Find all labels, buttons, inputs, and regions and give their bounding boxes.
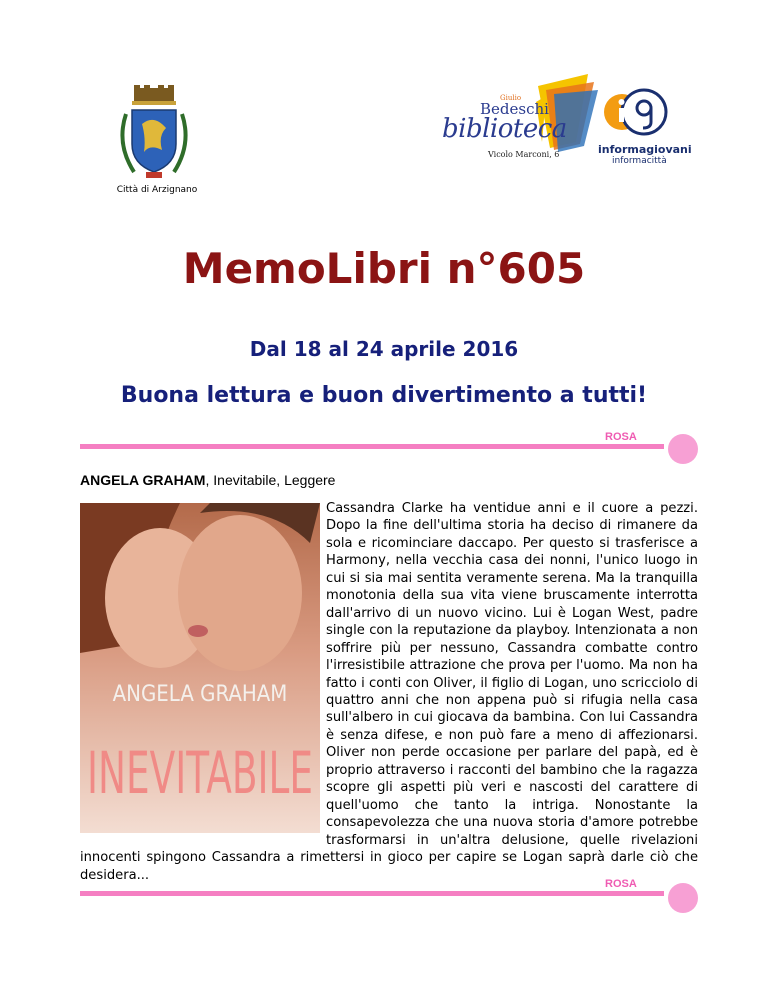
page-title: MemoLibri n°605 bbox=[182, 244, 586, 293]
pink-divider-dot bbox=[668, 434, 698, 464]
biblioteca-name-top: Bedeschi bbox=[480, 100, 549, 118]
biblioteca-name-main: biblioteca bbox=[442, 114, 567, 144]
informagiovani-logo bbox=[596, 86, 676, 138]
book-description: Cassandra Clarke ha ventidue anni e il cuore a pezzi. Dopo la fine dell'ultima storia ha deciso di rimanere da sola e ricominciare daccapo. Per questo si trasferisce a Harmony, nella vecchia casa dei nonni, l'unico luogo in cui si sia mai sentita veramente serena. Ma la tranquilla monotonia della sua vita viene bruscamente interrotta dall'arrivo di un nuovo vicino. Lui è Logan West, padre single con la reputazione da playboy. Intenzionata a non soffrire più per nessuno, Cassandra combatte contro l'irresistibile attrazione che prova per l'uomo. Ma non ha fatto i conti con Oliver, il figlio di Logan, uno scricciolo di quattro anni che non appena può si rifugia nella casa sull'albero in cui giocava da bambina. Con lui Cassandra è senza difese, e non può fare a meno di affezionarsi. Oliver non perde occasione per parlare del papà, ed è proprio attraverso i racconti del bambino che la ragazza scopre gli aspetti più veri e nascosti del carattere di quell'uomo che tanto la intriga. Nonostante la consapevolezza che una nuova storia d'amore potrebbe trasformarsi in un'altra delusione, quelle rivelazioni innocenti spingono Cassandra a rimettersi in gioco per capire se Logan saprà darle ciò che desidera... bbox=[80, 501, 698, 883]
book-details: , Inevitabile, Leggere bbox=[205, 472, 336, 488]
city-coat-of-arms-logo bbox=[112, 84, 196, 184]
informagiovani-label: informagiovani bbox=[598, 143, 692, 156]
genre-label: ROSA bbox=[605, 431, 637, 443]
book-heading bbox=[80, 472, 335, 488]
city-label: Città di Arzignano bbox=[116, 185, 198, 195]
pink-divider-bar-bottom bbox=[80, 891, 664, 896]
pink-divider-dot-bottom bbox=[668, 883, 698, 913]
cover-title-text: INEVITABILE bbox=[87, 739, 313, 807]
pink-divider-bar bbox=[80, 444, 664, 449]
biblioteca-address: Vicolo Marconi, 6 bbox=[488, 150, 560, 159]
book-author: ANGELA GRAHAM bbox=[80, 472, 206, 488]
book-description-block bbox=[80, 500, 698, 884]
genre-label-bottom: ROSA bbox=[605, 878, 637, 890]
date-range: Dal 18 al 24 aprile 2016 bbox=[249, 337, 519, 361]
greeting-line: Buona lettura e buon divertimento a tutti! bbox=[120, 383, 648, 408]
biblioteca-giulio-text: Giulio bbox=[500, 94, 522, 102]
informacitta-label: informacittà bbox=[612, 156, 667, 166]
cover-author-text: ANGELA GRAHAM bbox=[112, 682, 288, 707]
